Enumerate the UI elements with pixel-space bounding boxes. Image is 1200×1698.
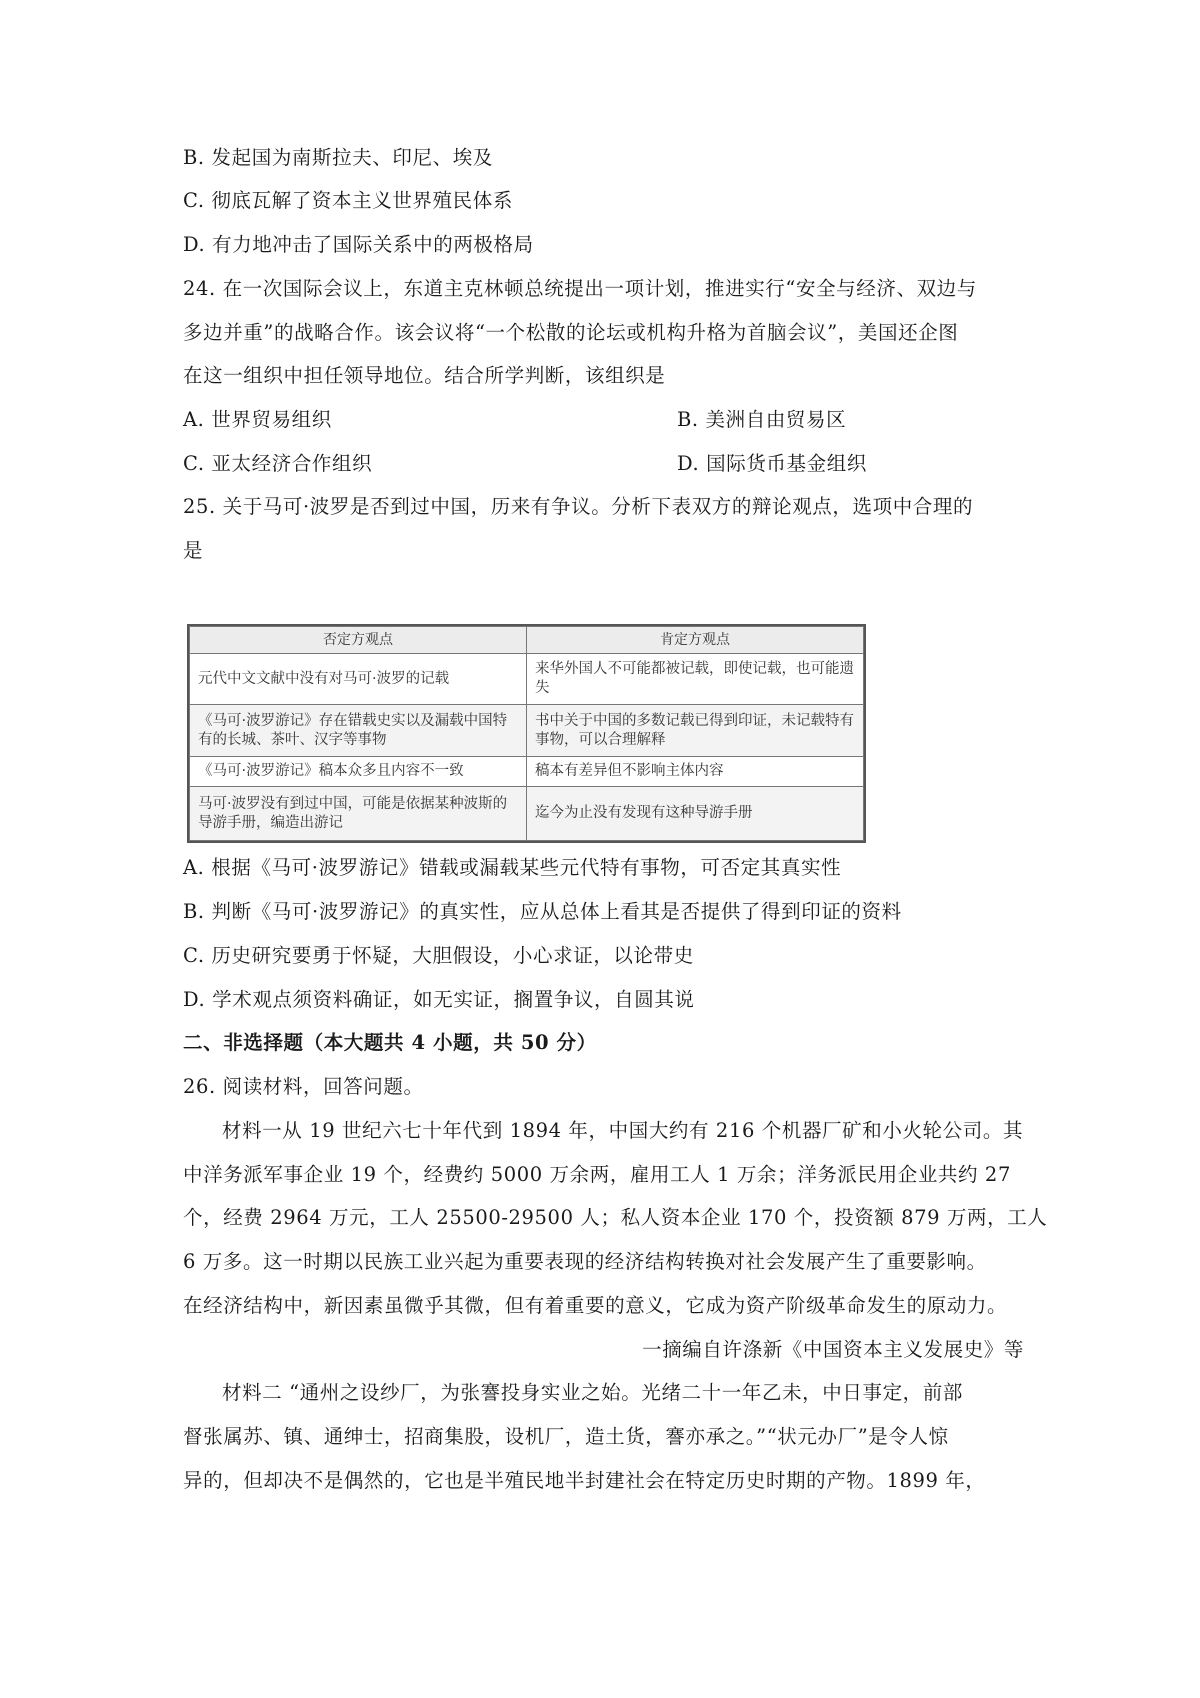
q25-stem-line1: 25. 关于马可·波罗是否到过中国，历来有争议。分析下表双方的辩论观点，选项中合理的 — [183, 495, 974, 518]
q25-option-d: D. 学术观点须资料确证，如无实证，搁置争议，自圆其说 — [183, 988, 695, 1011]
material1-line1: 材料一从 19 世纪六七十年代到 1894 年，中国大约有 216 个机器厂矿和小火轮公司。其 — [222, 1119, 1024, 1142]
q25-stem-line2: 是 — [183, 539, 204, 562]
table-row — [190, 705, 864, 756]
table-cell: 稿本有差异但不影响主体内容 — [527, 756, 864, 786]
table-row — [190, 654, 864, 705]
q26-stem: 26. 阅读材料，回答问题。 — [183, 1075, 424, 1098]
table-header-negative: 否定方观点 — [190, 627, 527, 654]
q24-stem-line3: 在这一组织中担任领导地位。结合所学判断，该组织是 — [183, 364, 666, 387]
q24-option-a: A. 世界贸易组织 — [183, 408, 332, 431]
material2-line1: 材料二 “通州之设纱厂，为张謇投身实业之始。光绪二十一年乙未，中日事定，前部 — [222, 1381, 963, 1404]
table-row — [190, 787, 864, 841]
table-cell: 《马可·波罗游记》存在错载史实以及漏载中国特有的长城、茶叶、汉字等事物 — [190, 705, 527, 756]
table-cell: 元代中文文献中没有对马可·波罗的记载 — [190, 654, 527, 705]
material1-source: 一摘编自许涤新《中国资本主义发展史》等 — [642, 1338, 1024, 1361]
q23-option-c: C. 彻底瓦解了资本主义世界殖民体系 — [183, 189, 513, 212]
q23-option-b: B. 发起国为南斯拉夫、印尼、埃及 — [183, 146, 493, 169]
q24-option-d: D. 国际货币基金组织 — [677, 452, 867, 475]
q24-option-b: B. 美洲自由贸易区 — [677, 408, 847, 431]
q23-option-d: D. 有力地冲击了国际关系中的两极格局 — [183, 233, 534, 256]
table-header-affirmative: 肯定方观点 — [527, 627, 864, 654]
material2-line2: 督张属苏、镇、通绅士，招商集股，设机厂，造土货，謇亦承之。”“状元办厂”是令人惊 — [183, 1425, 949, 1448]
q24-stem-line1: 24. 在一次国际会议上，东道主克林顿总统提出一项计划，推进实行“安全与经济、双边与 — [183, 277, 977, 300]
q24-option-c: C. 亚太经济合作组织 — [183, 452, 373, 475]
material1-line3: 个，经费 2964 万元，工人 25500-29500 人；私人资本企业 170 个，投资额 879 万两，工人 — [183, 1206, 1048, 1229]
q25-option-b: B. 判断《马可·波罗游记》的真实性，应从总体上看其是否提供了得到印证的资料 — [183, 900, 902, 923]
table-row — [190, 756, 864, 786]
material1-line4: 6 万多。这一时期以民族工业兴起为重要表现的经济结构转换对社会发展产生了重要影响。 — [183, 1250, 987, 1273]
table-cell: 《马可·波罗游记》稿本众多且内容不一致 — [190, 756, 527, 786]
table-cell: 迄今为止没有发现有这种导游手册 — [527, 787, 864, 841]
debate-table — [187, 624, 866, 843]
material1-line2: 中洋务派军事企业 19 个，经费约 5000 万余两，雇用工人 1 万余；洋务派民用企业共约 27 — [183, 1163, 1011, 1186]
material2-line3: 异的，但却决不是偶然的，它也是半殖民地半封建社会在特定历史时期的产物。1899 年， — [183, 1469, 986, 1492]
material1-line5: 在经济结构中，新因素虽微乎其微，但有着重要的意义，它成为资产阶级革命发生的原动力。 — [183, 1294, 1008, 1317]
q25-option-a: A. 根据《马可·波罗游记》错载或漏载某些元代特有事物，可否定其真实性 — [183, 856, 842, 879]
table-cell: 书中关于中国的多数记载已得到印证，未记载特有事物，可以合理解释 — [527, 705, 864, 756]
table-cell: 来华外国人不可能都被记载，即使记载，也可能遗失 — [527, 654, 864, 705]
q24-stem-line2: 多边并重”的战略合作。该会议将“一个松散的论坛或机构升格为首脑会议”，美国还企图 — [183, 321, 959, 344]
section-heading: 二、非选择题（本大题共 4 小题，共 50 分） — [183, 1031, 597, 1054]
q25-option-c: C. 历史研究要勇于怀疑，大胆假设，小心求证，以论带史 — [183, 944, 694, 967]
table-cell: 马可·波罗没有到过中国，可能是依据某种波斯的导游手册，编造出游记 — [190, 787, 527, 841]
